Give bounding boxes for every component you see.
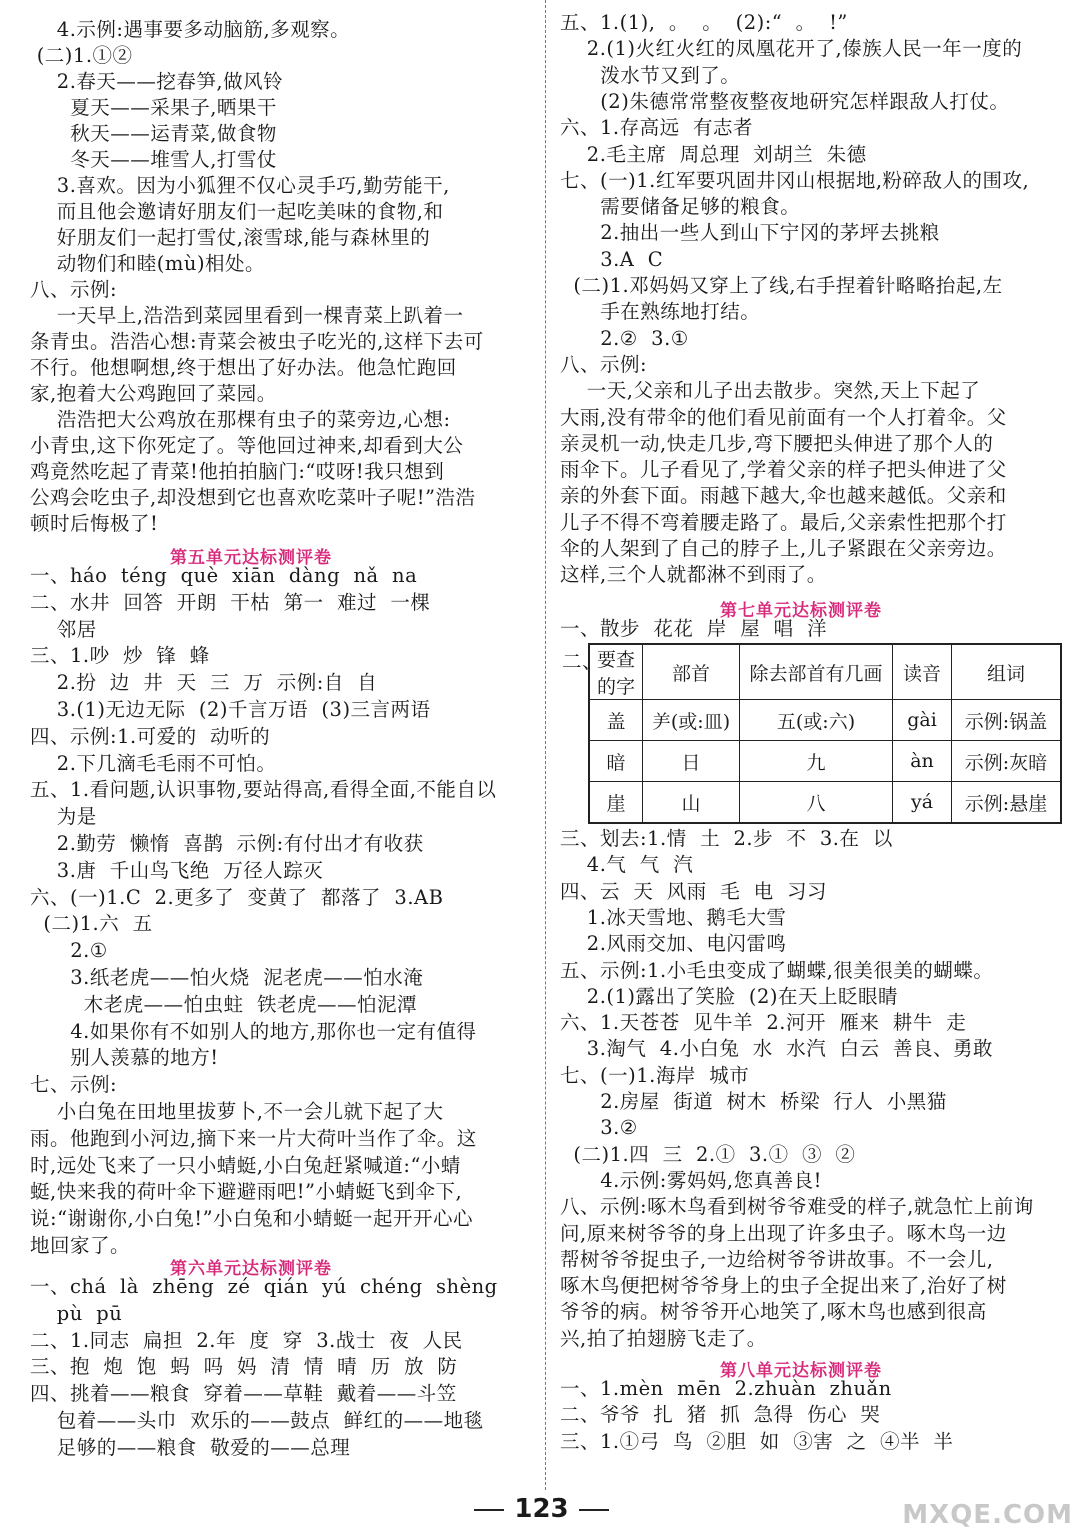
text-line: 4.气 气 汽 [560, 853, 694, 877]
text-line: 鸡竟然吃起了青菜!他拍拍脑门:“哎呀!我只想到 [30, 460, 445, 483]
unit7-q2-label: 二、 [562, 650, 603, 673]
unit7-title: 第七单元达标测评卷 [720, 601, 882, 621]
text-line: 2.扮 边 井 天 三 万 示例:自 自 [30, 671, 378, 695]
text-line: 六、(一)1.C 2.更多了 变黄了 都落了 3.AB [30, 885, 444, 909]
text-line: 亲的外套下面。雨越下越大,伞也越来越低。父亲和 [560, 484, 1007, 508]
text-line: 4.如果你有不如别人的地方,那你也一定有值得 [30, 1019, 477, 1043]
table-cell: 示例:悬崖 [952, 782, 1062, 824]
text-line: 爷爷的病。树爷爷开心地笑了,啄木鸟也感到很高 [560, 1300, 987, 1324]
text-line: 七、示例: [30, 1073, 118, 1097]
text-line: 3.淘气 4.小白兔 水 水汽 白云 善良、勇敢 [560, 1037, 993, 1061]
table-header: 读音 [893, 644, 952, 700]
text-line: 大雨,没有带伞的他们看见前面有一个人打着伞。父 [560, 405, 1007, 429]
page-number-dash [579, 1509, 609, 1511]
text-line: 3.纸老虎——怕火烧 泥老虎——怕水淹 [30, 966, 424, 989]
text-line: 动物们和睦(mù)相处。 [30, 252, 266, 275]
text-line: 儿子不得不弯着腰走路了。最后,父亲索性把那个打 [560, 510, 1007, 534]
text-line: 七、(一)1.红军要巩固井冈山根据地,粉碎敌人的围攻, [560, 168, 1030, 192]
table-cell: 山 [643, 782, 740, 824]
text-line: 小白兔在田地里拔萝卜,不一会儿就下起了大 [30, 1100, 444, 1123]
text-line: 五、1.(1), 。 。 (2):“ 。 !” [560, 11, 848, 34]
text-line: 而且他会邀请好朋友们一起吃美味的食物,和 [30, 200, 444, 223]
text-line: 2.勤劳 懒惰 喜鹊 示例:有付出才有收获 [30, 832, 424, 855]
text-line: 啄木鸟便把树爷爷身上的虫子全捉出来了,治好了树 [560, 1274, 1007, 1298]
text-line: 四、示例:1.可爱的 动听的 [30, 724, 271, 748]
text-line: 伞的人架到了自己的脖子上,儿子紧跟在父亲旁边。 [560, 537, 1007, 560]
text-line: 地回家了。 [30, 1234, 131, 1257]
unit8-title: 第八单元达标测评卷 [720, 1361, 882, 1381]
text-line: 足够的——粮食 敬爱的——总理 [30, 1435, 351, 1459]
text-line: 泼水节又到了。 [560, 63, 741, 87]
table-cell: 示例:灰暗 [952, 741, 1062, 782]
table-row [589, 700, 1061, 741]
text-line: 七、(一)1.海岸 城市 [560, 1063, 750, 1087]
text-line: 一、chá là zhēng zé qián yú chéng shèng [30, 1275, 498, 1298]
text-line: 五、示例:1.小毛虫变成了蝴蝶,很美很美的蝴蝶。 [560, 958, 994, 982]
text-line: 包着——头巾 欢乐的——鼓点 鲜红的——地毯 [30, 1409, 484, 1432]
text-line: 冬天——堆雪人,打雪仗 [30, 148, 277, 171]
text-line: 2.风雨交加、电闪雷鸣 [560, 932, 787, 956]
text-line: 2.毛主席 周总理 刘胡兰 朱德 [560, 142, 867, 166]
text-line: 邻居 [30, 617, 97, 641]
unit6-title: 第六单元达标测评卷 [170, 1259, 332, 1279]
text-line: 小青虫,这下你死定了。等他回过神来,却看到大公 [30, 434, 464, 457]
text-line: 需要储备足够的粮食。 [560, 195, 801, 219]
text-line: 四、挑着——粮食 穿着——草鞋 戴着——斗笠 [30, 1382, 457, 1406]
text-line: 帮树爷爷捉虫子,一边给树爷爷讲故事。不一会儿, [560, 1247, 994, 1271]
text-line: 3.A C [560, 247, 664, 271]
text-line: 2.② 3.① [560, 326, 689, 350]
text-line: 一、1.mèn mēn 2.zhuàn zhuǎn [560, 1377, 892, 1400]
text-line: 4.示例:雾妈妈,您真善良! [560, 1168, 822, 1192]
text-line: 六、1.天苍苍 见牛羊 2.河开 雁来 耕牛 走 [560, 1011, 967, 1035]
table-cell: 八 [740, 782, 893, 824]
text-line: 五、1.看问题,认识事物,要站得高,看得全面,不能自以 [30, 778, 497, 802]
text-line: 雨。他跑到小河边,摘下来一片大荷叶当作了伞。这 [30, 1126, 477, 1150]
text-line: 八、示例:啄木鸟看到树爷爷难受的样子,就急忙上前询 [560, 1195, 1034, 1219]
text-line: 问,原来树爷爷的身上出现了许多虫子。啄木鸟一边 [560, 1221, 1007, 1245]
text-line: 3.(1)无边无际 (2)千言万语 (3)三言两语 [30, 698, 431, 721]
text-line: 八、示例: [560, 352, 648, 376]
text-line: 时,远处飞来了一只小蜻蜓,小白兔赶紧喊道:“小蜻 [30, 1153, 461, 1177]
text-line: 2.(1)火红火红的凤凰花开了,傣族人民一年一度的 [560, 37, 1023, 61]
text-line: (二)1.邓妈妈又穿上了线,右手捏着针略略抬起,左 [560, 274, 1003, 297]
text-line: 秋天——运青菜,做食物 [30, 122, 277, 145]
text-line: 3.② [560, 1116, 638, 1140]
text-line: 2.抽出一些人到山下宁冈的茅坪去挑粮 [560, 221, 940, 245]
unit5-title: 第五单元达标测评卷 [170, 548, 332, 568]
table-cell: 示例:锅盖 [952, 700, 1062, 741]
table-header: 要查的字 [589, 644, 643, 700]
text-line: (二)1.六 五 [30, 912, 153, 936]
text-line: 三、1.①弓 鸟 ②胆 如 ③害 之 ④半 半 [560, 1429, 954, 1453]
text-line: 这样,三个人就都淋不到雨了。 [560, 563, 827, 587]
text-line: 为是 [30, 805, 97, 829]
text-line: 六、1.存高远 有志者 [560, 116, 754, 140]
table-header-row [589, 644, 1061, 700]
page-number-dash [474, 1509, 504, 1511]
text-line: 2.下几滴毛毛雨不可怕。 [30, 751, 277, 775]
page-number-text: 123 [514, 1494, 569, 1524]
text-line: 说:“谢谢你,小白兔!”小白兔和小蜻蜓一起开开心心 [30, 1207, 474, 1231]
text-line: 2.(1)露出了笑脸 (2)在天上眨眼睛 [560, 984, 899, 1008]
text-line: pù pū [30, 1301, 123, 1325]
table-cell: àn [893, 741, 952, 782]
text-line: 三、划去:1.情 土 2.步 不 3.在 以 [560, 827, 893, 850]
text-line: 一天早上,浩浩到菜园里看到一棵青菜上趴着一 [30, 304, 464, 327]
text-line: (二)1.四 三 2.① 3.① ③ ② [560, 1142, 856, 1166]
text-line: 家,抱着大公鸡跑回了菜园。 [30, 382, 277, 405]
character-lookup-table [588, 643, 1062, 824]
text-line: 3.喜欢。因为小狐狸不仅心灵手巧,勤劳能干, [30, 174, 450, 197]
text-line: (2)朱德常常整夜整夜地研究怎样跟敌人打仗。 [560, 89, 1010, 113]
text-line: 2.春天——挖春笋,做风铃 [30, 70, 284, 93]
table-cell: 日 [643, 741, 740, 782]
text-line: 三、抱 炮 饱 蚂 吗 妈 清 情 晴 历 放 防 [30, 1355, 458, 1379]
text-line: 二、1.同志 扁担 2.年 度 穿 3.战士 夜 人民 [30, 1328, 463, 1352]
text-line: 1.冰天雪地、鹅毛大雪 [560, 905, 787, 929]
table-cell: yá [893, 782, 952, 824]
text-line: 条青虫。浩浩心想:青菜会被虫子吃光的,这样下去可 [30, 330, 484, 353]
table-cell: 盖 [589, 700, 643, 741]
text-line: 四、云 天 风雨 毛 电 习习 [560, 879, 827, 903]
text-line: (二)1.①② [30, 44, 133, 67]
text-line: 2.① [30, 939, 108, 963]
table-cell: 五(或:六) [740, 700, 893, 741]
text-line: 一、散步 花花 岸 屋 唱 洋 [560, 617, 827, 640]
text-line: 2.房屋 街道 树木 桥梁 行人 小黑猫 [560, 1090, 947, 1113]
table-row [589, 741, 1061, 782]
text-line: 二、水井 回答 开朗 干枯 第一 难过 一棵 [30, 590, 431, 614]
text-line: 三、1.吵 炒 锋 蜂 [30, 644, 210, 668]
table-header: 组词 [952, 644, 1062, 700]
text-line: 不行。他想啊想,终于想出了好办法。他急忙跑回 [30, 356, 457, 379]
text-line: 顿时后悔极了! [30, 512, 159, 535]
text-line: 二、爷爷 扎 猪 抓 急得 伤心 哭 [560, 1403, 881, 1427]
text-line: 一天,父亲和儿子出去散步。突然,天上下起了 [560, 379, 981, 403]
text-line: 3.唐 千山鸟飞绝 万径人踪灭 [30, 858, 324, 882]
column-divider [545, 0, 546, 1490]
text-line: 雨伞下。儿子看见了,学着父亲的样子把头伸进了父 [560, 458, 1007, 482]
table-cell: 九 [740, 741, 893, 782]
text-line: 蜓,快来我的荷叶伞下避避雨吧!”小蜻蜓飞到伞下, [30, 1180, 463, 1204]
text-line: 亲灵机一动,快走几步,弯下腰把头伸进了那个人的 [560, 431, 994, 455]
text-line: 好朋友们一起打雪仗,滚雪球,能与森林里的 [30, 226, 431, 249]
text-line: 八、示例: [30, 278, 118, 301]
table-cell: 暗 [589, 741, 643, 782]
text-line: 浩浩把大公鸡放在那棵有虫子的菜旁边,心想: [30, 408, 451, 431]
table-header: 除去部首有几画 [740, 644, 893, 700]
table-cell: gài [893, 700, 952, 741]
text-line: 夏天——采果子,晒果干 [30, 96, 277, 119]
table-header: 部首 [643, 644, 740, 700]
table-row [589, 782, 1061, 824]
text-line: 手在熟练地打结。 [560, 300, 761, 324]
text-line: 木老虎——怕虫蛀 铁老虎——怕泥潭 [30, 992, 417, 1016]
text-line: 公鸡会吃虫子,却没想到它也喜欢吃菜叶子呢!”浩浩 [30, 486, 476, 509]
watermark-logo: MXQE.COM [902, 1500, 1073, 1530]
text-line: 4.示例:遇事要多动脑筋,多观察。 [30, 18, 351, 41]
text-line: 兴,拍了拍翅膀飞走了。 [560, 1326, 767, 1350]
table-cell: ⺶(或:皿) [643, 700, 740, 741]
table-cell: 崖 [589, 782, 643, 824]
text-line: 别人羡慕的地方! [30, 1046, 219, 1070]
text-line: 一、háo téng què xiān dàng nǎ na [30, 564, 418, 587]
